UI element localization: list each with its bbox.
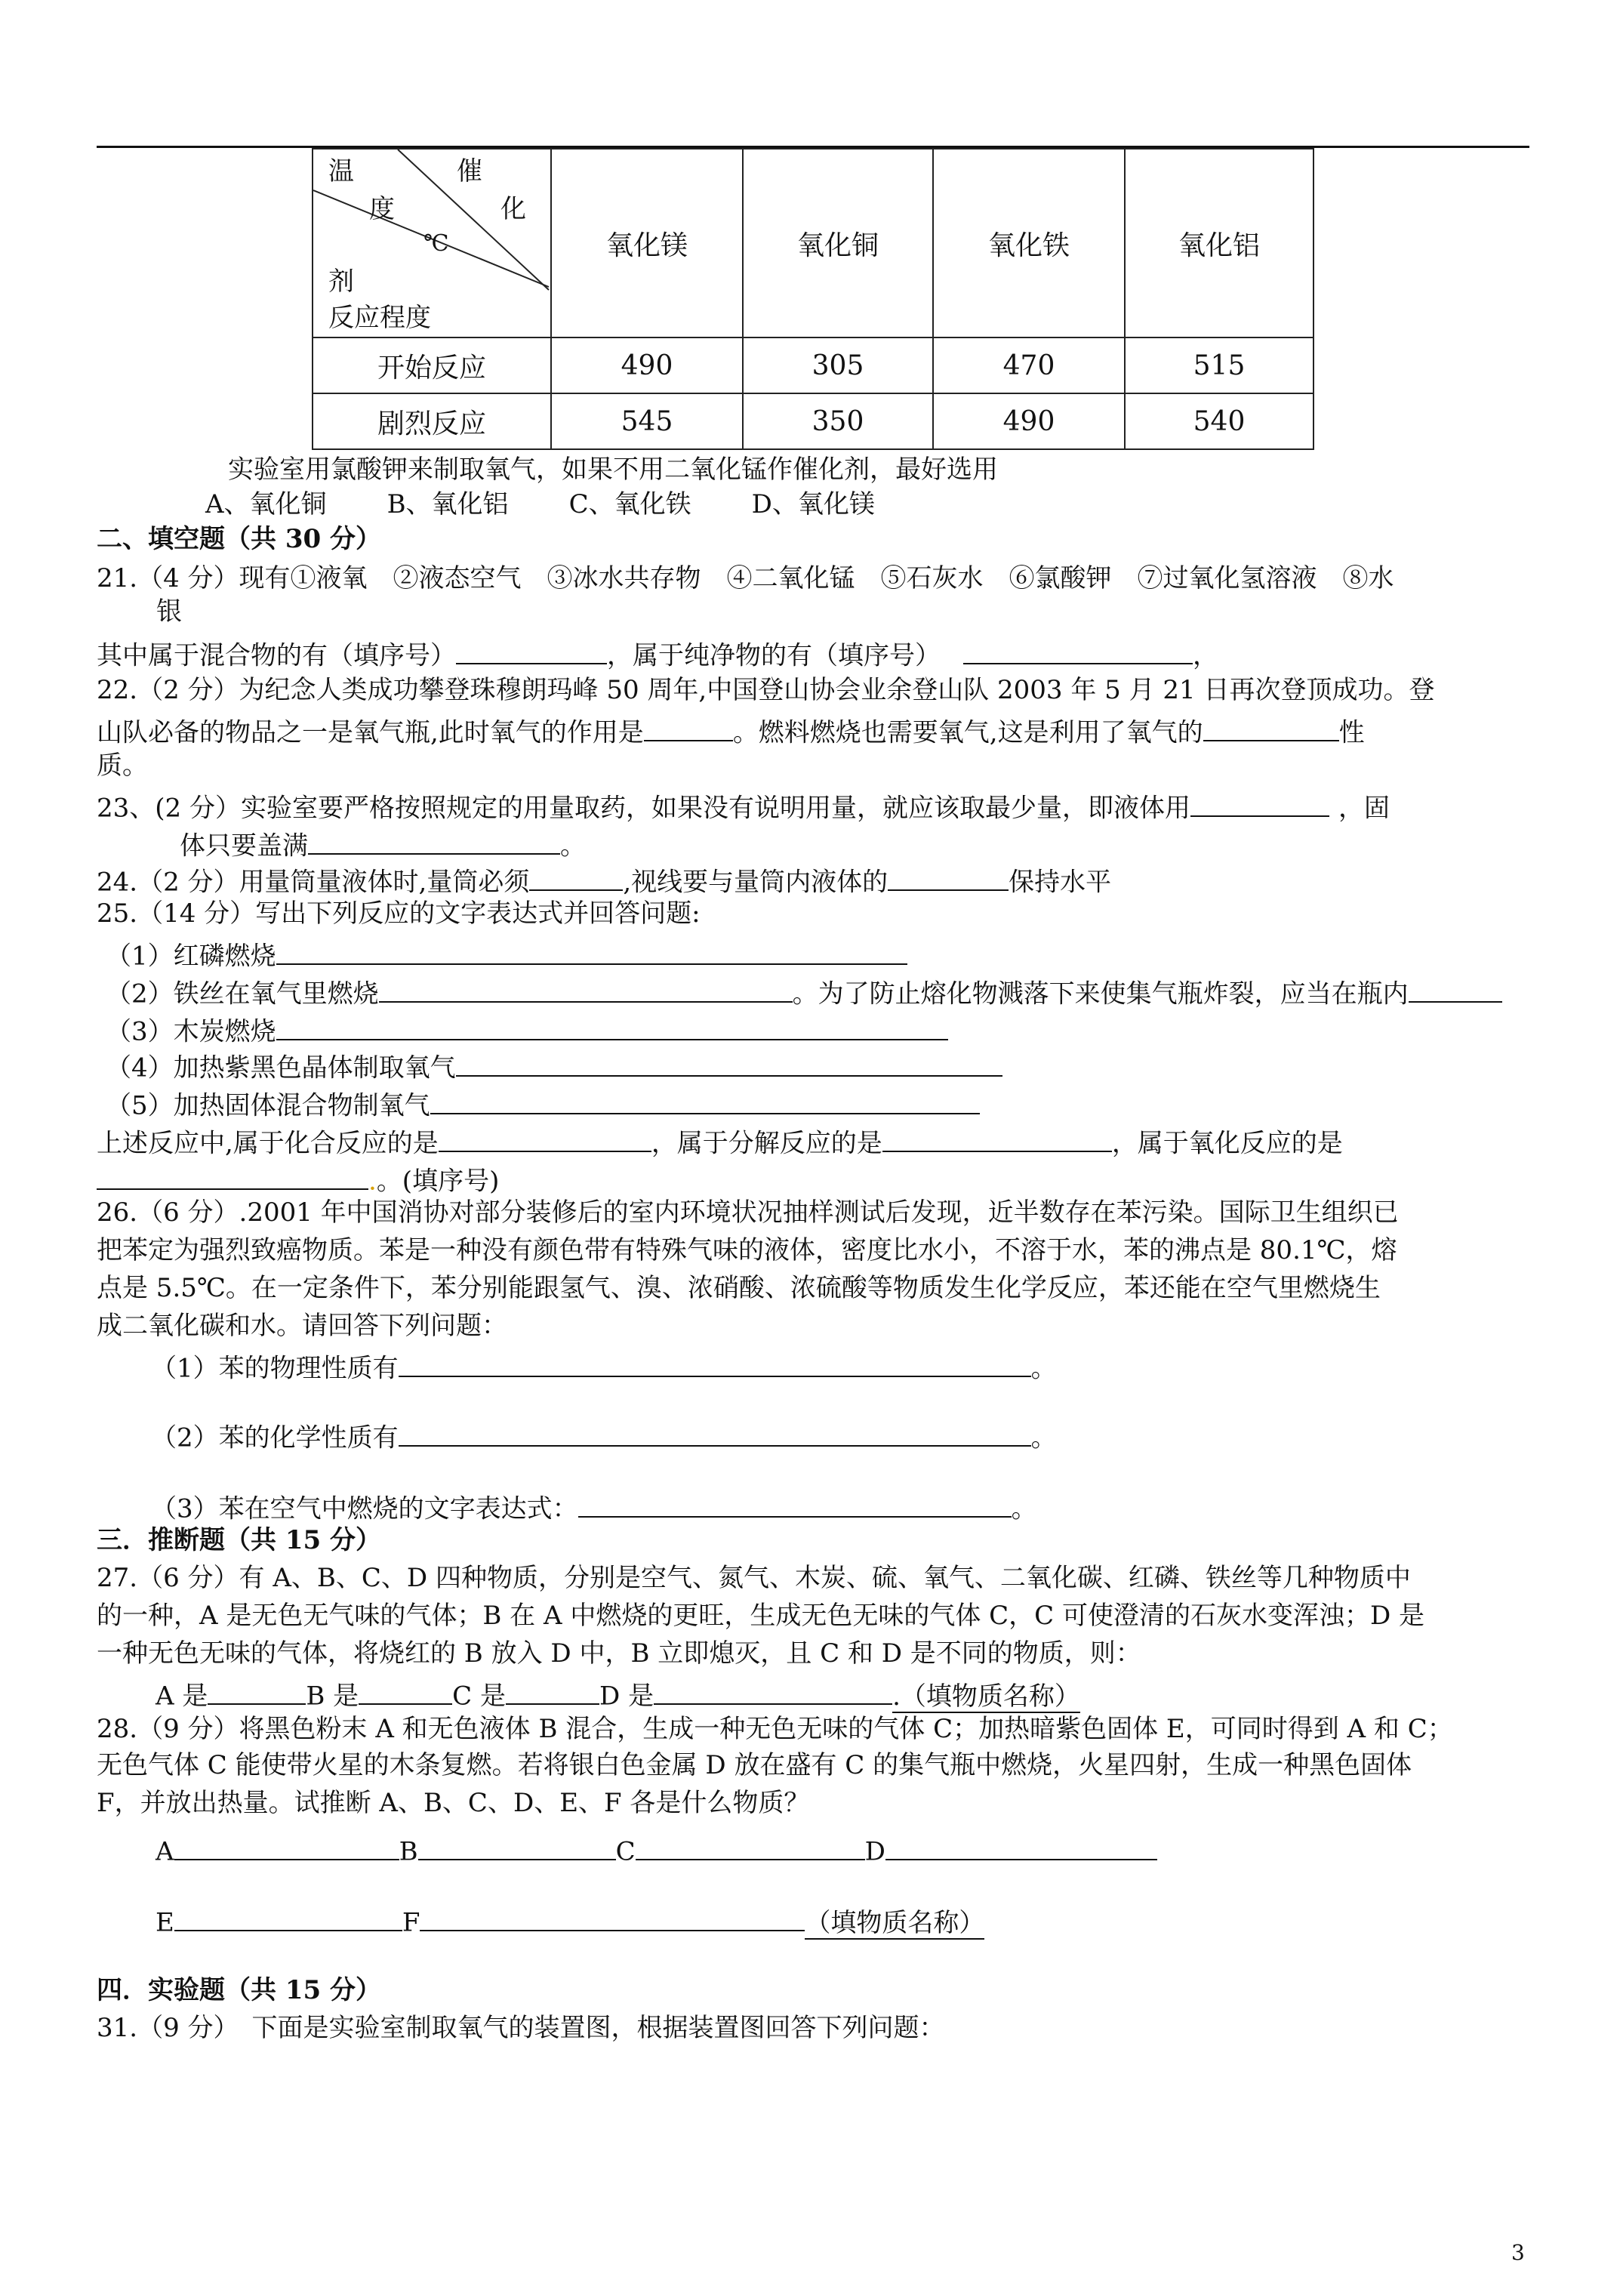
table-cell: 490 <box>933 393 1125 449</box>
blank[interactable] <box>379 974 793 1003</box>
table-header-cell: 氧化镁 <box>551 149 743 337</box>
q22-line2: 山队必备的物品之一是氧气瓶,此时氧气的作用是 。燃料燃烧也需要氧气,这是利用了氧气的 性 <box>97 713 1365 748</box>
option-c: C、氧化铁 <box>568 489 691 519</box>
blank[interactable] <box>430 1086 980 1114</box>
row-label: 开始反应 <box>313 337 551 393</box>
table-header-cell: 氧化铜 <box>743 149 933 337</box>
table-header-cell: 氧化铝 <box>1125 149 1313 337</box>
blank[interactable] <box>885 1832 1157 1860</box>
q27-answers: A 是 B 是 C 是 D 是 .（填物质名称） <box>156 1676 1080 1712</box>
blank[interactable] <box>1409 974 1502 1003</box>
blank[interactable] <box>97 1161 368 1190</box>
q21-line1: 21.（4 分）现有①液氧 ②液态空气 ③冰水共存物 ④二氧化锰 ⑤石灰水 ⑥氯酸钾 ⑦过氧化氢溶液 ⑧水 <box>97 563 1394 593</box>
blank[interactable] <box>578 1489 1012 1518</box>
q26-line3: 点是 5.5℃。在一定条件下，苯分别能跟氢气、溴、浓硝酸、浓硫酸等物质发生化学反应，苯还能在空气里燃烧生 <box>97 1273 1381 1303</box>
option-a: A、氧化铜 <box>205 489 327 519</box>
q25-title: 25.（14 分）写出下列反应的文字表达式并回答问题: <box>97 898 701 929</box>
blank[interactable] <box>636 1832 865 1860</box>
q25-item4: （4）加热紫黑色晶体制取氧气 <box>106 1048 1002 1083</box>
corner-cui: 催 <box>457 156 482 186</box>
blank[interactable] <box>1203 713 1339 741</box>
q22-line3: 质。 <box>97 750 148 781</box>
row-label: 剧烈反应 <box>313 393 551 449</box>
blank[interactable] <box>1190 788 1329 817</box>
blank[interactable] <box>456 1048 1002 1077</box>
q25-item2: （2）铁丝在氧气里燃烧 。为了防止熔化物溅落下来使集气瓶炸裂，应当在瓶内 <box>106 974 1502 1009</box>
q31-text: 31.（9 分） 下面是实验室制取氧气的装置图，根据装置图回答下列问题： <box>97 2013 945 2043</box>
option-d: D、氧化镁 <box>751 489 875 519</box>
blank[interactable] <box>418 1832 616 1860</box>
q21-line1b: 银 <box>156 596 182 627</box>
q25-item3: （3）木炭燃烧 <box>106 1012 948 1047</box>
q28-answers-row2: E F （填物质名称） <box>156 1903 984 1938</box>
q20-question: 实验室用氯酸钾来制取氧气，如果不用二氧化锰作催化剂，最好选用 <box>228 455 998 485</box>
section-3-title: 三．推断题（共 15 分） <box>97 1525 381 1555</box>
table-corner-cell <box>313 149 551 337</box>
blank[interactable] <box>529 862 623 891</box>
blank[interactable] <box>888 862 1009 891</box>
blank[interactable] <box>308 826 560 855</box>
q27-line3: 一种无色无味的气体，将烧红的 B 放入 D 中，B 立即熄灭，且 C 和 D 是不同的物质，则： <box>97 1638 1141 1669</box>
section-2-title: 二、填空题（共 30 分） <box>97 524 381 554</box>
q26-line4: 成二氧化碳和水。请回答下列问题： <box>97 1311 507 1341</box>
q26-answer3: （3）苯在空气中燃烧的文字表达式： 。 <box>151 1489 1037 1524</box>
corner-wen: 温 <box>328 156 354 186</box>
corner-celsius: ℃ <box>423 230 449 257</box>
corner-ji: 剂 <box>328 267 354 297</box>
blank[interactable] <box>174 1903 402 1931</box>
q26-line1: 26.（6 分）.2001 年中国消协对部分装修后的室内环境状况抽样测试后发现，近半数存在苯污染。国际卫生组织已 <box>97 1197 1399 1228</box>
table-cell: 470 <box>933 337 1125 393</box>
q27-line2: 的一种，A 是无色无气味的气体；B 在 A 中燃烧的更旺，生成无色无味的气体 C，C 可使澄清的石灰水变浑浊；D 是 <box>97 1601 1425 1631</box>
q28-answers-row1: A B C D <box>156 1832 1157 1867</box>
table-cell: 305 <box>743 337 933 393</box>
q26-answer2: （2）苯的化学性质有 。 <box>151 1418 1057 1453</box>
q27-line1: 27.（6 分）有 A、B、C、D 四种物质，分别是空气、氮气、木炭、硫、氧气、二氧化碳、红磷、铁丝等几种物质中 <box>97 1563 1411 1593</box>
table-cell: 540 <box>1125 393 1313 449</box>
corner-du: 度 <box>369 194 395 224</box>
corner-hua: 化 <box>500 194 526 224</box>
q25-item5: （5）加热固体混合物制氧气 <box>106 1086 980 1121</box>
blank[interactable] <box>276 936 907 965</box>
q28-line3: F，并放出热量。试推断 A、B、C、D、E、F 各是什么物质？ <box>97 1788 810 1818</box>
blank[interactable] <box>399 1418 1031 1447</box>
blank[interactable] <box>439 1123 651 1152</box>
blank[interactable] <box>359 1676 452 1705</box>
table-header-cell: 氧化铁 <box>933 149 1125 337</box>
table-cell: 515 <box>1125 337 1313 393</box>
option-b: B、氧化铝 <box>387 489 509 519</box>
blank[interactable] <box>456 636 607 664</box>
table-cell: 350 <box>743 393 933 449</box>
q20-options <box>205 489 875 520</box>
blank[interactable] <box>882 1123 1112 1152</box>
blank[interactable] <box>420 1903 805 1931</box>
q23-line2: 体只要盖满 。 <box>180 826 586 861</box>
q23-line1: 23、(2 分）实验室要严格按照规定的用量取药，如果没有说明用量，就应该取最少量，即液体用 ，固 <box>97 788 1390 824</box>
table-cell: 490 <box>551 337 743 393</box>
table-row <box>313 337 1313 393</box>
q25-item1: （1）红磷燃烧 <box>106 936 907 972</box>
q26-line2: 把苯定为强烈致癌物质。苯是一种没有颜色带有特殊气味的液体，密度比水小，不溶于水，苯的沸点是 80.1℃，熔 <box>97 1235 1397 1265</box>
blank[interactable] <box>963 636 1193 664</box>
q24-line: 24.（2 分）用量筒量液体时,量筒必须 ,视线要与量筒内液体的 保持水平 <box>97 862 1111 898</box>
q26-answer1: （1）苯的物理性质有 。 <box>151 1348 1057 1384</box>
q25-summary: 上述反应中,属于化合反应的是 ，属于分解反应的是 ，属于氧化反应的是 <box>97 1123 1343 1159</box>
table-row <box>313 393 1313 449</box>
catalyst-table <box>312 148 1314 450</box>
blank[interactable] <box>654 1676 892 1705</box>
blank[interactable] <box>644 713 733 741</box>
blank[interactable] <box>506 1676 599 1705</box>
page-number: 3 <box>1511 2240 1525 2265</box>
blank[interactable] <box>208 1676 306 1705</box>
q28-line2: 无色气体 C 能使带火星的木条复燃。若将银白色金属 D 放在盛有 C 的集气瓶中燃烧，火星四射，生成一种黑色固体 <box>97 1750 1412 1780</box>
table-cell: 545 <box>551 393 743 449</box>
blank[interactable] <box>399 1348 1031 1377</box>
q28-line1: 28.（9 分）将黑色粉末 A 和无色液体 B 混合，生成一种无色无味的气体 C；加热暗紫色固体 E，可同时得到 A 和 C； <box>97 1714 1453 1744</box>
section-4-title: 四．实验题（共 15 分） <box>97 1975 381 2005</box>
corner-reaction-degree: 反应程度 <box>328 303 431 333</box>
q22-line1: 22.（2 分）为纪念人类成功攀登珠穆朗玛峰 50 周年,中国登山协会业余登山队 2003 年 5 月 21 日再次登顶成功。登 <box>97 675 1435 705</box>
blank[interactable] <box>174 1832 399 1860</box>
blank[interactable] <box>276 1012 948 1040</box>
q25-summary2: .。(填序号) <box>97 1161 499 1197</box>
q21-line2: 其中属于混合物的有（填序号） ，属于纯净物的有（填序号） ， <box>97 636 1218 671</box>
